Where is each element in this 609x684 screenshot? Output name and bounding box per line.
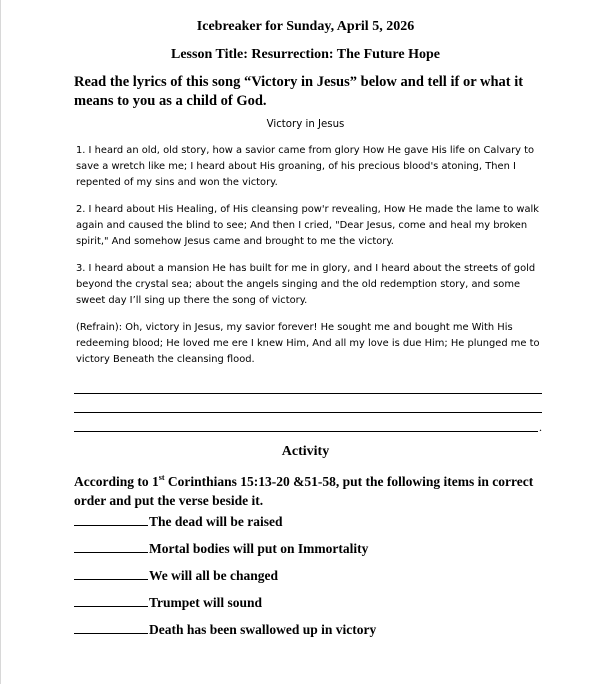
answer-line-1[interactable] (74, 393, 542, 394)
activity-prompt-start: According to 1 (74, 474, 159, 489)
activity-item (74, 541, 368, 557)
activity-item (74, 622, 376, 638)
answer-line-3[interactable] (74, 431, 538, 432)
activity-heading: Activity (281, 444, 330, 459)
song-title: Victory in Jesus (266, 119, 345, 130)
activity-item (74, 595, 262, 611)
activity-prompt-end: Corinthians 15:13-20 &51-58, put the following items in correct order and put the verse beside it. (74, 474, 534, 508)
activity-prompt-superscript: st (158, 473, 165, 482)
answer-period: . (539, 420, 542, 434)
page-title: Icebreaker for Sunday, April 5, 2026 (196, 19, 415, 34)
answer-blank[interactable] (74, 568, 148, 580)
answer-blank[interactable] (74, 514, 148, 526)
song-refrain: (Refrain): Oh, victory in Jesus, my savior forever! He sought me and bought me With His redeeming blood; He loved me ere I knew Him, And all my love is due Him; He plunged me to victory Beneath the cleansing flood. (76, 322, 540, 365)
activity-item-label: Death has been swallowed up in victory (149, 622, 377, 637)
activity-item-label: Mortal bodies will put on Immortality (149, 541, 369, 556)
song-verse-3: 3. I heard about a mansion He has built for me in glory, and I heard about the streets of gold beyond the crystal sea; about the angels singing and the old redemption story, and some sweet day I’ll sing up there the song of victory. (76, 263, 536, 306)
activity-item-label: The dead will be raised (149, 514, 283, 529)
song-verse-2: 2. I heard about His Healing, of His cleansing pow'r revealing, How He made the lame to walk again and caused the blind to see; And then I cried, "Dear Jesus, come and heal my broken spirit," And somehow Jesus came and brought to me the victory. (76, 204, 540, 247)
activity-item (74, 568, 278, 584)
lesson-title: Lesson Title: Resurrection: The Future Hope (171, 47, 440, 62)
song-prompt: Read the lyrics of this song “Victory in Jesus” below and tell if or what it means to you as a child of God. (74, 74, 524, 109)
answer-blank[interactable] (74, 541, 148, 553)
activity-prompt (74, 468, 544, 510)
answer-blank[interactable] (74, 595, 148, 607)
activity-item-label: We will all be changed (149, 568, 279, 583)
answer-blank[interactable] (74, 622, 148, 634)
answer-line-2[interactable] (74, 412, 542, 413)
song-verse-1: 1. I heard an old, old story, how a savior came from glory How He gave His life on Calvary to save a wretch like me; I heard about His groaning, of his precious blood's atoning, Then I repented of my sins and won the victory. (76, 145, 535, 188)
activity-item (74, 514, 283, 530)
activity-item-label: Trumpet will sound (149, 595, 263, 610)
